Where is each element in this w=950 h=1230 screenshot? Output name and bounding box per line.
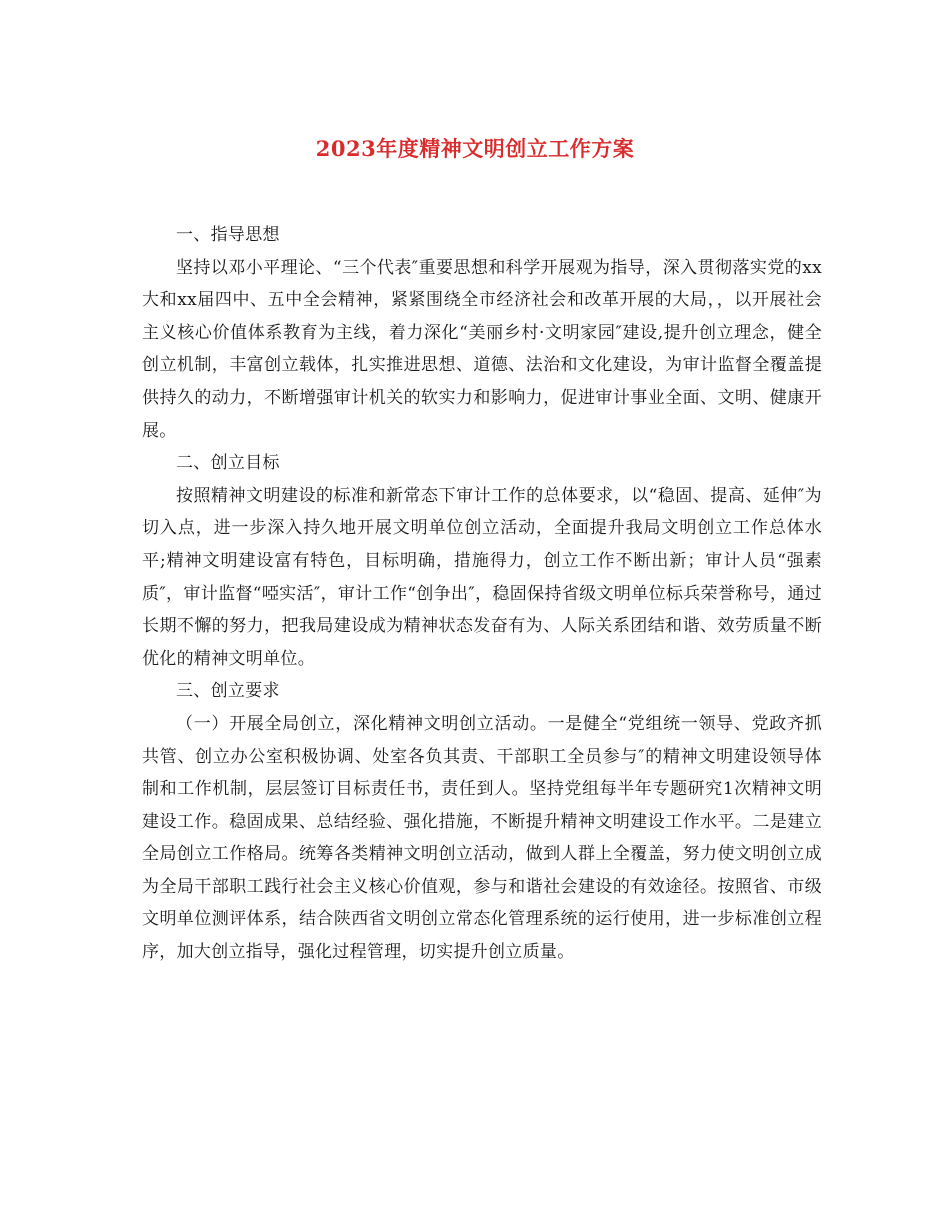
section-heading-guiding-ideology: 一、指导思想: [176, 225, 280, 245]
document-title: 2023年度精神文明创立工作方案: [315, 136, 635, 161]
paragraph-guiding-ideology: 坚持以邓小平理论、“三个代表″重要思想和科学开展观为指导，深入贯彻落实党的xx大和xx届四中、五中全会精神，紧紧围绕全市经济社会和改革开展的大局，，以开展社会主义核心价值体系教育为主线，着力深化“美丽乡村·文明家园″建设,提升创立理念，健全创立机制，丰富创立载体，扎实推进思想、道德、法治和文化建设，为审计监督全覆盖提供持久的动力，不断增强审计机关的软实力和影响力，促进审计事业全面、文明、健康开展。: [142, 257, 822, 441]
document-body: [142, 219, 822, 969]
paragraph-requirements: （一）开展全局创立，深化精神文明创立活动。一是健全“党组统一领导、党政齐抓共管、创立办公室积极协调、处室各负其责、干部职工全员参与″的精神文明建设领导体制和工作机制，层层签订目标责任书，责任到人。坚持党组每半年专题研究1次精神文明建设工作。稳固成果、总结经验、强化措施，不断提升精神文明建设工作水平。二是建立全局创立工作格局。统筹各类精神文明创立活动，做到人群上全覆盖，努力使文明创立成为全局干部职工践行社会主义核心价值观，参与和谐社会建设的有效途径。按照省、市级文明单位测评体系，结合陕西省文明创立常态化管理系统的运行使用，进一步标准创立程序，加大创立指导，强化过程管理，切实提升创立质量。: [142, 713, 822, 963]
paragraph-goals: 按照精神文明建设的标准和新常态下审计工作的总体要求，以“稳固、提高、延伸″为切入点，进一步深入持久地开展文明单位创立活动，全面提升我局文明创立工作总体水平;精神文明建设富有特色，目标明确，措施得力，创立工作不断出新；审计人员“强素质″，审计监督“啞实活″，审计工作“创争出″，稳固保持省级文明单位标兵荣誉称号，通过长期不懈的努力，把我局建设成为精神状态发奋有为、人际关系团结和谐、效劳质量不断优化的精神文明单位。: [142, 485, 822, 669]
section-heading-requirements: 三、创立要求: [176, 681, 280, 702]
section-heading-goals: 二、创立目标: [176, 453, 280, 474]
